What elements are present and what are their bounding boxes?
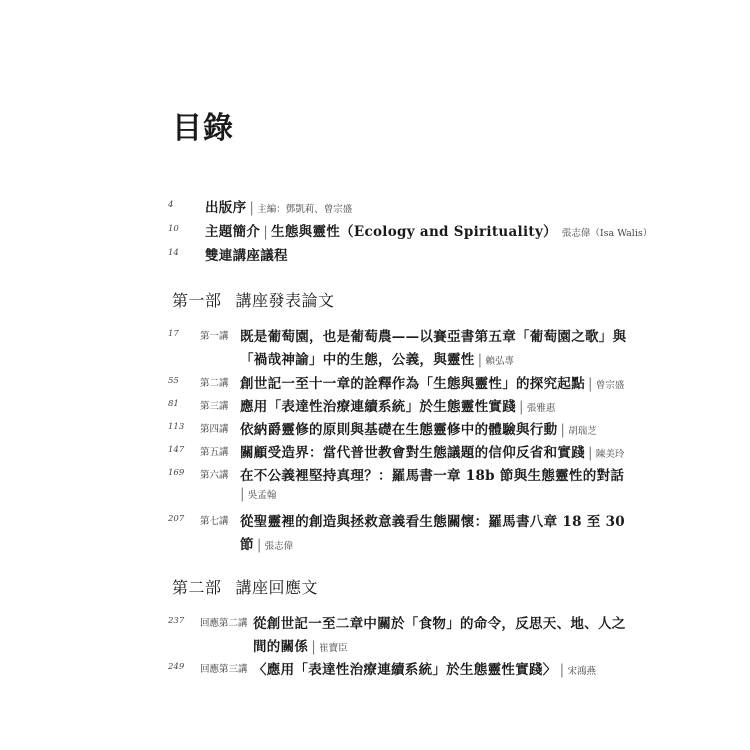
toc-entry	[0, 418, 750, 438]
toc-entry	[0, 395, 750, 415]
entry-title: 既是葡萄園，也是葡萄農——以賽亞書第五章「葡萄園之歌」與	[240, 329, 627, 345]
entry-title: 應用「表達性治療連續系統」於生態靈性實踐 | 張雅惠	[240, 399, 556, 415]
entry-title: 間的關係 | 崔寶臣	[253, 639, 348, 655]
entry-author: 宋鴻燕	[567, 666, 596, 677]
lecture-label: 回應第二講	[200, 618, 248, 629]
lecture-label: 回應第三講	[200, 664, 248, 675]
part-heading: 第一部 講座發表論文	[172, 291, 335, 310]
entry-title: 節 | 張志偉	[240, 537, 294, 553]
entry-author: 崔寶臣	[319, 643, 348, 654]
lecture-label: 第五講	[200, 447, 229, 458]
toc-entry	[0, 658, 750, 678]
lecture-label: 第四講	[200, 424, 229, 435]
entry-title: 出版序 | 主編：鄧凱莉、曾宗盛	[205, 200, 353, 216]
entry-title: 從創世記一至二章中關於「食物」的命令，反思天、地、人之	[253, 616, 626, 632]
lecture-label: 第七講	[200, 516, 229, 527]
lecture-label: 第一講	[200, 331, 229, 342]
page-number: 4	[168, 200, 174, 210]
lecture-label: 第六講	[200, 470, 229, 481]
entry-author: 張志偉	[264, 541, 294, 552]
entry-author: 胡瑞芝	[568, 426, 597, 437]
toc-entry	[0, 464, 750, 484]
entry-author: 陳美玲	[595, 449, 625, 460]
page-number: 17	[168, 329, 179, 339]
page-number: 147	[168, 445, 185, 455]
toc-entry	[0, 372, 750, 392]
toc-entry	[0, 441, 750, 461]
toc-entry-continued	[0, 348, 750, 368]
entry-author: 賴弘專	[485, 356, 514, 367]
entry-subtitle: 生態與靈性（Ecology and Spirituality）	[271, 224, 557, 240]
entry-title: 「禍哉神諭」中的生態，公義，與靈性 | 賴弘專	[240, 352, 514, 368]
page-number: 249	[168, 662, 185, 672]
entry-author: 吳孟翰	[247, 490, 277, 501]
page-number: 237	[168, 616, 185, 626]
entry-title: 依納爵靈修的原則與基礎在生態靈修中的體驗與行動 | 胡瑞芝	[240, 422, 597, 438]
toc-entry	[0, 510, 750, 530]
page-number: 14	[168, 248, 179, 258]
toc-entry	[0, 220, 750, 240]
page-number: 81	[168, 399, 179, 409]
entry-title: 雙連講座議程	[205, 248, 288, 264]
entry-author: 曾宗盛	[595, 380, 625, 391]
toc-entry-continued	[0, 486, 750, 506]
entry-title: 關顧受造界：當代普世教會對生態議題的信仰反省和實踐 | 陳美玲	[240, 445, 625, 461]
toc-entry	[0, 325, 750, 345]
lecture-label: 第二講	[200, 378, 229, 389]
page-number: 113	[168, 422, 185, 432]
toc-entry-continued	[0, 533, 750, 553]
entry-title: 〈應用「表達性治療連續系統」於生態靈性實踐〉 | 宋鴻燕	[253, 662, 596, 678]
toc-entry-continued	[0, 635, 750, 655]
page-number: 55	[168, 376, 179, 386]
page-number: 10	[168, 224, 179, 234]
entry-title: 在不公義裡堅持真理？：羅馬書一章 18b 節與生態靈性的對話	[240, 468, 625, 484]
entry-title: 創世記一至十一章的詮釋作為「生態與靈性」的探究起點 | 曾宗盛	[240, 376, 625, 392]
entry-author: 張志偉（Isa Walis）	[561, 228, 653, 239]
page-number: 207	[168, 514, 185, 524]
toc-heading: 目錄	[172, 111, 234, 146]
entry-title: 主題簡介 | 生態與靈性（Ecology and Spirituality） 張志偉（Isa Walis）	[205, 224, 653, 240]
lecture-label: 第三講	[200, 401, 229, 412]
entry-author-line: | 吳孟翰	[240, 486, 277, 502]
entry-author: 主編：鄧凱莉、曾宗盛	[257, 204, 353, 215]
toc-entry	[0, 612, 750, 632]
page-number: 169	[168, 468, 185, 478]
entry-author: 張雅惠	[526, 403, 556, 414]
part-heading: 第二部 講座回應文	[172, 578, 319, 597]
toc-entry	[0, 196, 750, 216]
toc-entry	[0, 244, 750, 264]
entry-title: 從聖靈裡的創造與拯救意義看生態關懷：羅馬書八章 18 至 30	[240, 514, 625, 530]
